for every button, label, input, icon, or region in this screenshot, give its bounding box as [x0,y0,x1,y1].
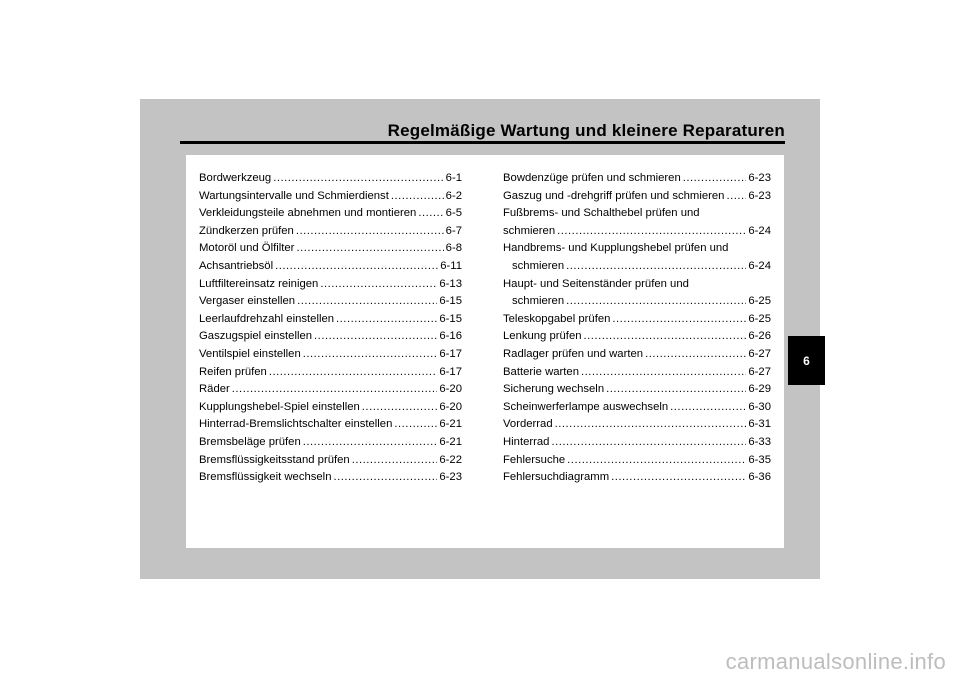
toc-entry-row [503,434,771,452]
toc-entry-row [199,328,462,346]
dot-leader [320,276,437,294]
toc-page-number: 6-27 [748,347,771,360]
toc-entry[interactable] [503,416,771,434]
toc-entry-row [503,452,771,470]
toc-entry-title: Vergaser einstellen [199,295,296,308]
toc-entry[interactable] [199,258,462,276]
toc-entry-row [199,381,462,399]
toc-entry-row [503,293,771,311]
toc-entry-title: Bordwerkzeug [199,172,272,184]
toc-entry-row [199,170,462,188]
dot-leader [566,258,746,276]
toc-page-number: 6-5 [445,207,462,220]
toc-page-number: 6-31 [748,418,771,431]
toc-entry[interactable] [503,276,771,311]
toc-entry-title: schmieren [512,259,565,272]
dot-leader [584,328,747,346]
toc-entry-row [503,258,771,276]
toc-page-number: 6-2 [445,189,462,202]
toc-entry-title: Motoröl und Ölfilter [199,242,295,255]
toc-entry[interactable] [503,346,771,364]
dot-leader [352,452,438,470]
toc-entry-row [503,328,771,346]
toc-entry-row [199,188,462,206]
toc-entry-title: Bremsflüssigkeitsstand prüfen [199,453,350,466]
toc-entry-title: Radlager prüfen und warten [503,347,644,360]
toc-entry[interactable] [503,452,771,470]
toc-entry-title: Kupplungshebel-Spiel einstellen [199,400,360,413]
toc-entry-title: Achsantriebsöl [199,259,274,272]
toc-entry[interactable] [503,364,771,382]
toc-entry[interactable] [503,399,771,417]
toc-entry-title: Teleskopgabel prüfen [503,312,611,325]
toc-entry-title: Vorderrad [503,418,553,431]
dot-leader [645,346,746,364]
toc-page-number: 6-17 [439,347,462,360]
toc-entry-title: Luftfiltereinsatz reinigen [199,277,319,290]
toc-entry-row [503,469,771,487]
toc-page-number: 6-30 [748,400,771,413]
toc-page-number: 6-17 [439,365,462,378]
toc-page-number: 6-25 [748,295,771,308]
dot-leader [314,328,437,346]
dot-leader [303,346,438,364]
toc-entry[interactable] [199,381,462,399]
toc-entry[interactable] [503,434,771,452]
toc-entry-row [199,223,462,241]
page-title: Regelmäßige Wartung und kleinere Reparaturen [387,121,785,140]
toc-entry-row [199,346,462,364]
dot-leader [683,170,747,188]
toc-entry-title: schmieren [512,295,565,308]
toc-entry[interactable] [503,240,771,275]
toc-entry-title: Hinterrad-Bremslichtschalter einstellen [199,418,393,431]
toc-entry-title-line: Fußbrems- und Schalthebel prüfen und [503,207,700,220]
toc-page-number: 6-33 [748,435,771,448]
chapter-tab[interactable]: 6 [788,336,825,385]
dot-leader [551,434,746,452]
toc-entry[interactable] [199,434,462,452]
dot-leader [557,223,746,241]
toc-page-number: 6-22 [439,453,462,466]
toc-entry[interactable] [199,293,462,311]
toc-page-number: 6-7 [445,224,462,237]
toc-entry[interactable] [199,188,462,206]
toc-entry-row [199,276,462,294]
toc-page-number: 6-21 [439,435,462,448]
toc-entry[interactable] [199,223,462,241]
toc-entry-row [199,416,462,434]
toc-panel [186,155,784,548]
toc-page-number: 6-15 [439,295,462,308]
dot-leader [232,381,438,399]
toc-entry-row [199,205,462,223]
dot-leader [418,205,443,223]
dot-leader [606,381,746,399]
toc-entry[interactable] [503,469,771,487]
dot-leader [362,399,438,417]
toc-entry[interactable] [199,399,462,417]
dot-leader [612,311,746,329]
toc-entry-title: Bremsbeläge prüfen [199,435,301,448]
manual-page [140,99,820,579]
toc-page-number: 6-21 [439,418,462,431]
toc-page-number: 6-23 [439,471,462,484]
toc-page-number: 6-23 [748,172,771,184]
toc-entry-title: Fehlersuchdiagramm [503,471,610,484]
toc-page-number: 6-36 [748,471,771,484]
dot-leader [269,364,438,382]
toc-entry-row [503,188,771,206]
dot-leader [611,469,746,487]
toc-page-number: 6-11 [440,259,462,272]
toc-entry-row [199,240,462,258]
toc-entry[interactable] [199,276,462,294]
dot-leader [391,188,444,206]
toc-entry-title: Bowdenzüge prüfen und schmieren [503,172,681,184]
toc-page-number: 6-20 [439,383,462,396]
dot-leader [581,364,746,382]
toc-entry-title: Reifen prüfen [199,365,267,378]
watermark: carmanualsonline.info [725,649,946,674]
dot-leader [394,416,437,434]
toc-entry-title: Wartungsintervalle und Schmierdienst [199,189,389,202]
dot-leader [297,293,437,311]
title-underline [180,141,785,144]
dot-leader [333,469,437,487]
toc-entry-row [503,416,771,434]
toc-entry-row [199,452,462,470]
toc-entry[interactable] [199,170,462,188]
toc-entry-title: Verkleidungsteile abnehmen und montieren [199,207,417,220]
dot-leader [296,240,443,258]
toc-entry-row [503,346,771,364]
toc-entry-title-line: Handbrems- und Kupplungshebel prüfen und [503,242,729,255]
toc-entry-title: Batterie warten [503,365,579,378]
toc-entry-row [199,469,462,487]
dot-leader [336,311,437,329]
toc-page-number: 6-27 [748,365,771,378]
toc-entry[interactable] [503,170,771,188]
toc-page-number: 6-15 [439,312,462,325]
toc-right-column [503,170,771,487]
toc-page-number: 6-25 [748,312,771,325]
dot-leader [566,293,746,311]
toc-entry[interactable] [199,311,462,329]
dot-leader [726,188,746,206]
dot-leader [555,416,747,434]
toc-page-number: 6-1 [445,172,462,184]
toc-page-number: 6-8 [445,242,462,255]
toc-entry-row [199,311,462,329]
toc-page-number: 6-26 [748,330,771,343]
toc-entry[interactable] [199,364,462,382]
dot-leader [567,452,746,470]
dot-leader [670,399,746,417]
toc-entry[interactable] [503,205,771,240]
toc-entry[interactable] [503,328,771,346]
dot-leader [303,434,438,452]
toc-entry[interactable] [199,240,462,258]
toc-entry[interactable] [199,328,462,346]
toc-entry-title: Sicherung wechseln [503,383,605,396]
toc-entry-row [199,399,462,417]
toc-entry-title: schmieren [503,224,556,237]
toc-entry-row [503,399,771,417]
toc-entry-row [503,381,771,399]
toc-page-number: 6-24 [748,259,771,272]
toc-entry-title-line: Haupt- und Seitenständer prüfen und [503,277,689,290]
toc-entry[interactable] [503,311,771,329]
toc-page-number: 6-16 [439,330,462,343]
toc-entry-title: Lenkung prüfen [503,330,582,343]
toc-entry-row [199,258,462,276]
toc-left-column [199,170,462,487]
toc-page-number: 6-35 [748,453,771,466]
toc-entry-title: Gaszug und -drehgriff prüfen und schmieren [503,189,725,202]
toc-entry-title: Gaszugspiel einstellen [199,330,313,343]
toc-page-number: 6-20 [439,400,462,413]
dot-leader [296,223,444,241]
toc-entry-row [503,223,771,241]
toc-entry-title: Scheinwerferlampe auswechseln [503,400,669,413]
toc-entry-row [199,434,462,452]
dot-leader [273,170,443,188]
toc-entry[interactable] [199,452,462,470]
toc-page-number: 6-29 [748,383,771,396]
toc-entry-title: Zündkerzen prüfen [199,224,294,237]
toc-entry-row [503,311,771,329]
toc-entry[interactable] [199,469,462,487]
toc-entry-row [503,364,771,382]
toc-entry-row [199,293,462,311]
toc-entry[interactable] [199,346,462,364]
toc-page-number: 6-24 [748,224,771,237]
toc-entry-title: Ventilspiel einstellen [199,347,301,360]
toc-page-number: 6-13 [439,277,462,290]
toc-entry-row [503,170,771,188]
toc-entry[interactable] [199,416,462,434]
toc-entry-title: Hinterrad [503,435,550,448]
toc-entry[interactable] [503,188,771,206]
toc-entry[interactable] [503,381,771,399]
toc-entry-title: Leerlaufdrehzahl einstellen [199,312,335,325]
toc-entry-title: Bremsflüssigkeit wechseln [199,471,332,484]
toc-entry-row [199,364,462,382]
toc-entry-title: Räder [199,383,230,396]
toc-entry[interactable] [199,205,462,223]
toc-entry-title: Fehlersuche [503,453,566,466]
dot-leader [275,258,438,276]
toc-page-number: 6-23 [748,189,771,202]
